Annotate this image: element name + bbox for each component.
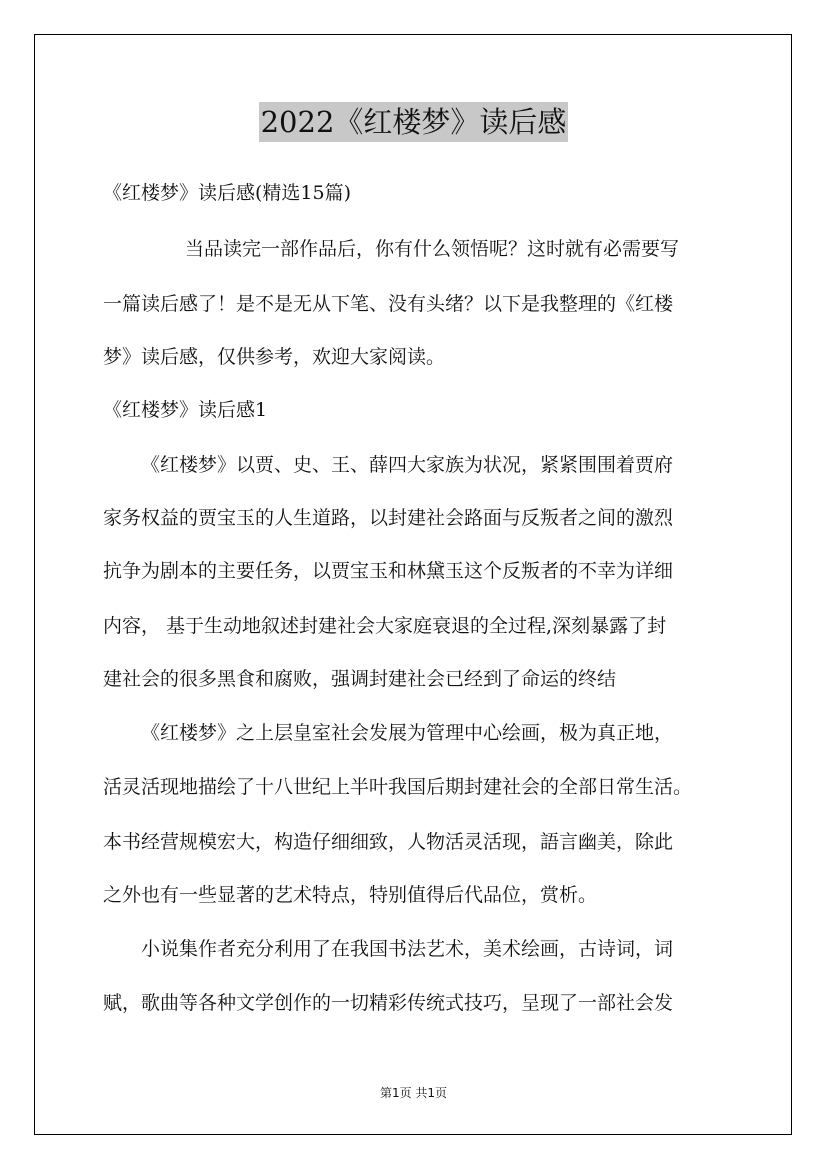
para2-line-4: 之外也有一些显著的艺术特点，特别值得后代品位，赏析。 — [103, 884, 598, 906]
para2-line-3: 本书经营规模宏大，构造仔细细致，人物活灵活现，語言幽美，除此 — [103, 831, 674, 853]
section-heading: 《红楼梦》读后感1 — [103, 399, 268, 421]
para3-line-1: 小说集作者充分利用了在我国书法艺术，美术绘画，古诗词，词 — [141, 938, 674, 960]
document-title: 2022《红楼梦》读后感 — [259, 102, 569, 142]
page-footer: 第1页 共1页 — [379, 1086, 448, 1100]
para1-line-4: 内容， 基于生动地叙述封建社会大家庭衰退的全过程,深刻暴露了封 — [103, 615, 667, 637]
para1-line-3: 抗争为剧本的主要任务，以贾宝玉和林黛玉这个反叛者的不幸为详细 — [103, 560, 674, 582]
para1-line-1: 《红楼梦》以贾、史、王、薛四大家族为状况，紧紧围围着贾府 — [141, 454, 674, 476]
intro-line-3: 梦》读后感，仅供参考，欢迎大家阅读。 — [103, 346, 446, 368]
document-subtitle: 《红楼梦》读后感(精选15篇) — [103, 182, 352, 204]
intro-line-1: 当品读完一部作品后，你有什么领悟呢？这时就有必需要写 — [185, 238, 680, 260]
para3-line-2: 赋，歌曲等各种文学创作的一切精彩传统式技巧，呈现了一部社会发 — [103, 992, 674, 1014]
para1-line-5: 建社会的很多黑食和腐败，强调封建社会已经到了命运的终结 — [103, 668, 617, 690]
para2-line-1: 《红楼梦》之上层皇室社会发展为管理中心绘画，极为真正地， — [141, 722, 674, 744]
intro-line-2: 一篇读后感了！是不是无从下笔、没有头绪？以下是我整理的《红楼 — [103, 293, 674, 315]
para2-line-2: 活灵活现地描绘了十八世纪上半叶我国后期封建社会的全部日常生活。 — [103, 776, 693, 798]
document-title-wrap — [0, 102, 827, 142]
para1-line-2: 家务权益的贾宝玉的人生道路，以封建社会路面与反叛者之间的激烈 — [103, 507, 674, 529]
